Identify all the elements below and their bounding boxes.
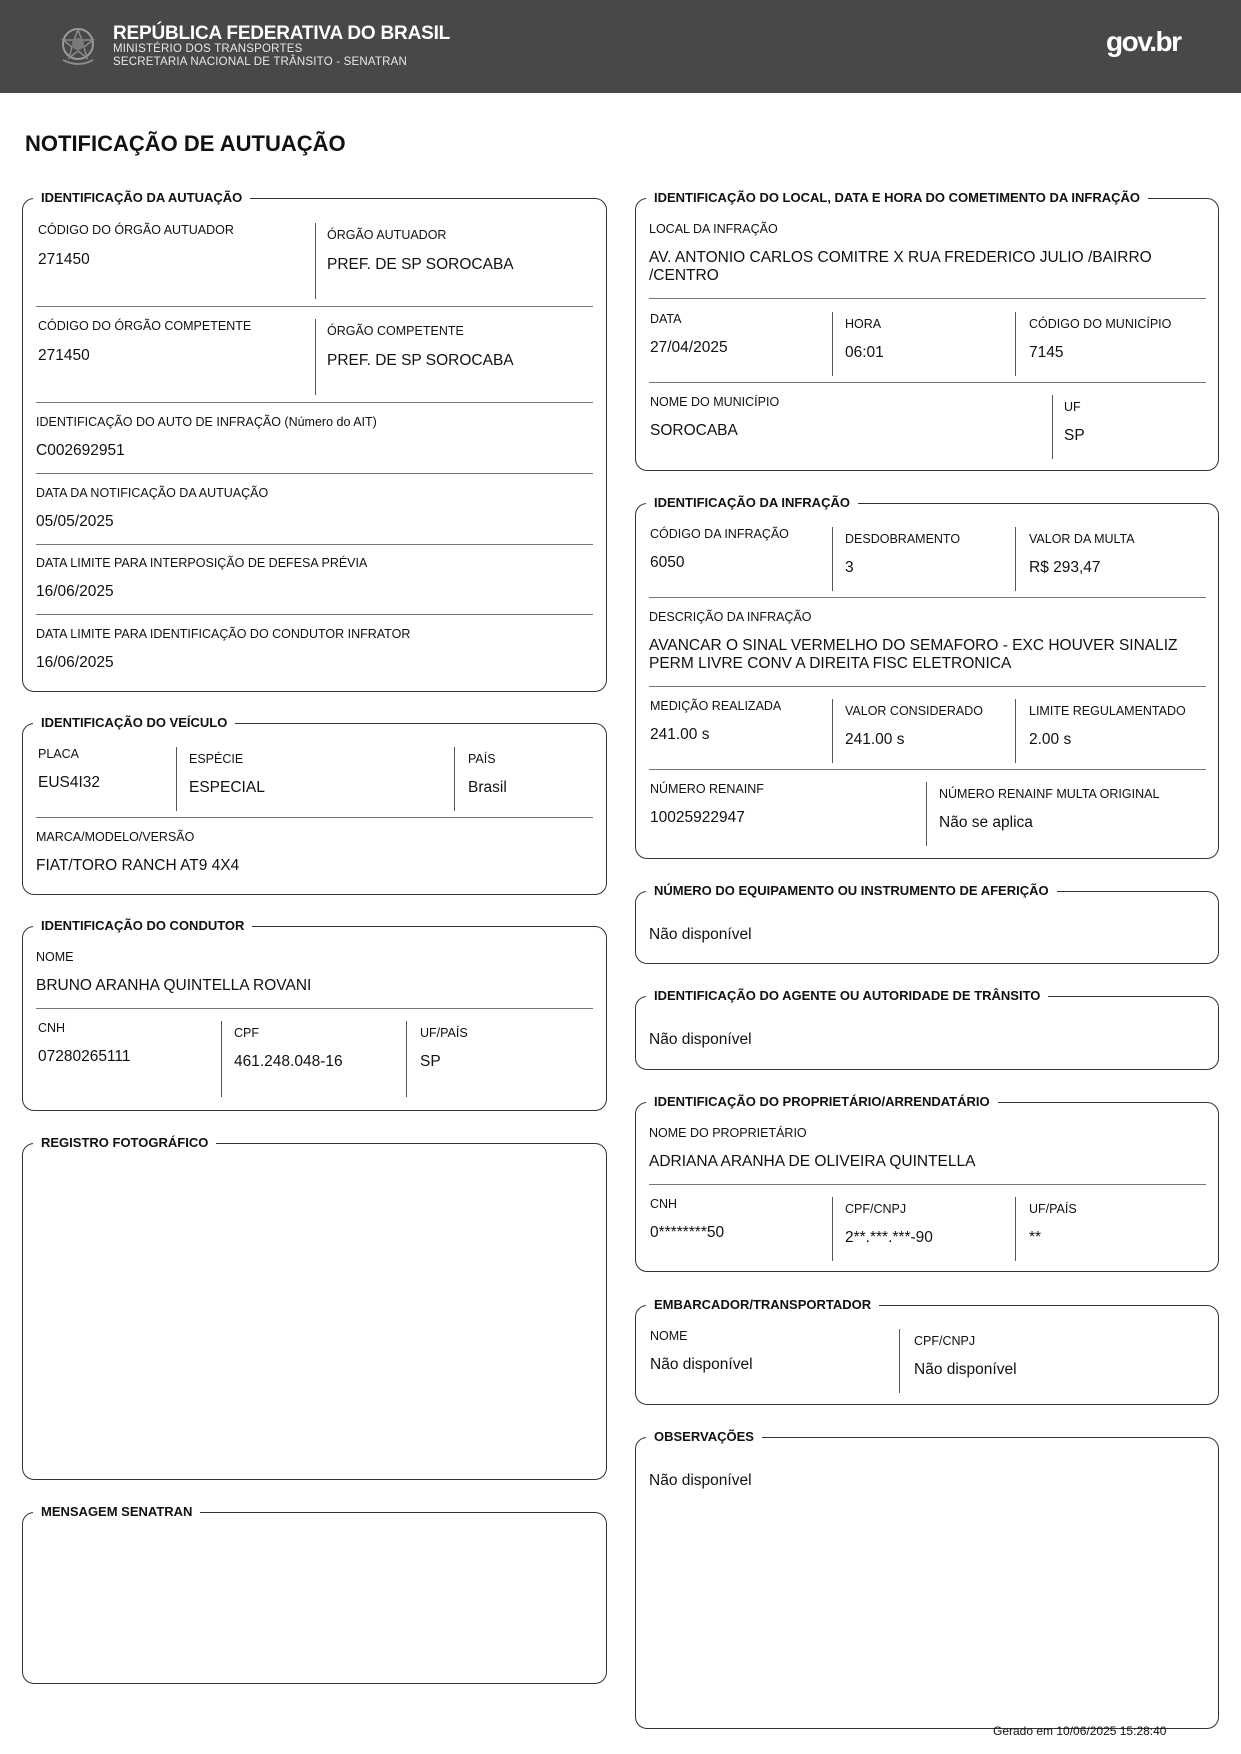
- condutor-cpf-value: 461.248.048-16: [234, 1053, 343, 1070]
- proprietario-nome-label: NOME DO PROPRIETÁRIO: [649, 1126, 807, 1140]
- veiculo-section: [22, 715, 607, 895]
- placa-label: PLACA: [38, 747, 79, 761]
- observacoes-value: Não disponível: [649, 1472, 752, 1489]
- local-section: [635, 190, 1219, 471]
- codigo-orgao-autuador-value: 271450: [38, 251, 90, 268]
- divider: [832, 1197, 833, 1261]
- divider: [36, 473, 593, 474]
- infracao-section: [635, 495, 1219, 859]
- proprietario-cnh-value: 0********50: [650, 1224, 725, 1241]
- especie-label: ESPÉCIE: [189, 752, 244, 766]
- limite-regulamentado-value: 2.00 s: [1029, 731, 1072, 748]
- orgao-autuador-label: ÓRGÃO AUTUADOR: [327, 228, 447, 242]
- mensagem-senatran-section: [22, 1504, 607, 1684]
- divider: [649, 382, 1206, 383]
- coat-of-arms-icon: [57, 24, 99, 68]
- data-notificacao-value: 05/05/2025: [36, 513, 114, 530]
- divider: [1052, 395, 1053, 459]
- divider: [36, 402, 593, 403]
- registro-fotografico-section: [22, 1135, 607, 1480]
- orgao-competente-value: PREF. DE SP SOROCABA: [327, 352, 514, 369]
- marca-label: MARCA/MODELO/VERSÃO: [36, 830, 195, 844]
- limite-condutor-label: DATA LIMITE PARA IDENTIFICAÇÃO DO CONDUTOR INFRATOR: [36, 627, 411, 641]
- hora-value: 06:01: [845, 344, 884, 361]
- data-value: 27/04/2025: [650, 339, 728, 356]
- top-header-bar: [0, 0, 1241, 93]
- divider: [315, 319, 316, 395]
- divider: [1015, 1197, 1016, 1261]
- local-legend: IDENTIFICAÇÃO DO LOCAL, DATA E HORA DO COMETIMENTO DA INFRAÇÃO: [646, 189, 1148, 207]
- codigo-infracao-label: CÓDIGO DA INFRAÇÃO: [650, 527, 789, 541]
- divider: [315, 223, 316, 299]
- agente-value: Não disponível: [649, 1031, 752, 1048]
- uf-local-value: SP: [1064, 427, 1085, 444]
- agente-legend: IDENTIFICAÇÃO DO AGENTE OU AUTORIDADE DE TRÂNSITO: [646, 987, 1048, 1005]
- valor-considerado-value: 241.00 s: [845, 731, 905, 748]
- placa-value: EUS4I32: [38, 774, 101, 791]
- condutor-nome-label: NOME: [36, 950, 74, 964]
- uf-local-label: UF: [1064, 400, 1081, 414]
- proprietario-uf-value: **: [1029, 1229, 1042, 1246]
- limite-defesa-value: 16/06/2025: [36, 583, 114, 600]
- pais-value: Brasil: [468, 779, 507, 796]
- observacoes-section: [635, 1429, 1219, 1729]
- divider: [1015, 699, 1016, 763]
- condutor-uf-value: SP: [420, 1053, 441, 1070]
- condutor-cnh-value: 07280265111: [38, 1048, 131, 1065]
- divider: [832, 527, 833, 591]
- proprietario-section: [635, 1094, 1219, 1272]
- divider: [406, 1021, 407, 1097]
- codigo-municipio-value: 7145: [1029, 344, 1064, 361]
- autuacao-legend: IDENTIFICAÇÃO DA AUTUAÇÃO: [33, 189, 250, 207]
- local-infracao-value: AV. ANTONIO CARLOS COMITRE X RUA FREDERICO JULIO /BAIRRO /CENTRO: [649, 249, 1152, 284]
- header-republic-title: REPÚBLICA FEDERATIVA DO BRASIL: [113, 23, 451, 44]
- data-label: DATA: [650, 312, 682, 326]
- equipamento-legend: NÚMERO DO EQUIPAMENTO OU INSTRUMENTO DE AFERIÇÃO: [646, 882, 1057, 900]
- autuacao-section: [22, 190, 607, 692]
- divider: [649, 1184, 1206, 1185]
- veiculo-legend: IDENTIFICAÇÃO DO VEÍCULO: [33, 714, 235, 732]
- govbr-logo[interactable]: gov.br: [1106, 26, 1181, 57]
- agente-section: [635, 988, 1219, 1070]
- registro-fotografico-legend: REGISTRO FOTOGRÁFICO: [33, 1134, 216, 1152]
- divider: [832, 699, 833, 763]
- descricao-infracao-label: DESCRIÇÃO DA INFRAÇÃO: [649, 610, 812, 624]
- header-ministry: MINISTÉRIO DOS TRANSPORTES: [113, 43, 303, 55]
- codigo-municipio-label: CÓDIGO DO MUNICÍPIO: [1029, 317, 1172, 331]
- divider: [649, 597, 1206, 598]
- local-infracao-label: LOCAL DA INFRAÇÃO: [649, 222, 778, 236]
- divider: [36, 544, 593, 545]
- divider: [649, 686, 1206, 687]
- descricao-infracao-value: AVANCAR O SINAL VERMELHO DO SEMAFORO - EXC HOUVER SINALIZ PERM LIVRE CONV A DIREITA FISC ELETRONICA: [649, 637, 1178, 672]
- renainf-original-label: NÚMERO RENAINF MULTA ORIGINAL: [939, 787, 1160, 801]
- divider: [649, 769, 1206, 770]
- condutor-section: [22, 918, 607, 1111]
- limite-defesa-label: DATA LIMITE PARA INTERPOSIÇÃO DE DEFESA PRÉVIA: [36, 556, 368, 570]
- infracao-legend: IDENTIFICAÇÃO DA INFRAÇÃO: [646, 494, 858, 512]
- embarcador-cpf-value: Não disponível: [914, 1361, 1017, 1378]
- observacoes-legend: OBSERVAÇÕES: [646, 1428, 762, 1446]
- orgao-autuador-value: PREF. DE SP SOROCABA: [327, 256, 514, 273]
- divider: [926, 782, 927, 846]
- valor-multa-value: R$ 293,47: [1029, 559, 1101, 576]
- embarcador-section: [635, 1297, 1219, 1405]
- equipamento-value: Não disponível: [649, 926, 752, 943]
- divider: [36, 817, 593, 818]
- divider: [454, 747, 455, 811]
- embarcador-cpf-label: CPF/CNPJ: [914, 1334, 976, 1348]
- proprietario-nome-value: ADRIANA ARANHA DE OLIVEIRA QUINTELLA: [649, 1153, 976, 1170]
- divider: [832, 312, 833, 376]
- condutor-uf-label: UF/PAÍS: [420, 1026, 468, 1040]
- renainf-label: NÚMERO RENAINF: [650, 782, 764, 796]
- pais-label: PAÍS: [468, 752, 496, 766]
- codigo-orgao-autuador-label: CÓDIGO DO ÓRGÃO AUTUADOR: [38, 223, 234, 237]
- especie-value: ESPECIAL: [189, 779, 265, 796]
- renainf-value: 10025922947: [650, 809, 745, 826]
- proprietario-uf-label: UF/PAÍS: [1029, 1202, 1077, 1216]
- document-title: NOTIFICAÇÃO DE AUTUAÇÃO: [25, 131, 346, 156]
- proprietario-legend: IDENTIFICAÇÃO DO PROPRIETÁRIO/ARRENDATÁRIO: [646, 1093, 998, 1111]
- embarcador-nome-value: Não disponível: [650, 1356, 753, 1373]
- divider: [899, 1329, 900, 1393]
- limite-condutor-value: 16/06/2025: [36, 654, 114, 671]
- divider: [36, 1008, 593, 1009]
- valor-multa-label: VALOR DA MULTA: [1029, 532, 1135, 546]
- condutor-cpf-label: CPF: [234, 1026, 259, 1040]
- renainf-original-value: Não se aplica: [939, 814, 1033, 831]
- codigo-orgao-competente-label: CÓDIGO DO ÓRGÃO COMPETENTE: [38, 319, 252, 333]
- marca-value: FIAT/TORO RANCH AT9 4X4: [36, 857, 240, 874]
- divider: [1015, 527, 1016, 591]
- valor-considerado-label: VALOR CONSIDERADO: [845, 704, 983, 718]
- data-notificacao-label: DATA DA NOTIFICAÇÃO DA AUTUAÇÃO: [36, 486, 269, 500]
- condutor-nome-value: BRUNO ARANHA QUINTELLA ROVANI: [36, 977, 312, 994]
- header-secretariat: SECRETARIA NACIONAL DE TRÂNSITO - SENATRAN: [113, 56, 408, 68]
- desdobramento-label: DESDOBRAMENTO: [845, 532, 961, 546]
- divider: [221, 1021, 222, 1097]
- ait-value: C002692951: [36, 442, 125, 459]
- equipamento-section: [635, 883, 1219, 964]
- proprietario-cpf-value: 2**.***.***-90: [845, 1229, 933, 1246]
- orgao-competente-label: ÓRGÃO COMPETENTE: [327, 324, 464, 338]
- divider: [1015, 312, 1016, 376]
- medicao-value: 241.00 s: [650, 726, 710, 743]
- ait-label: IDENTIFICAÇÃO DO AUTO DE INFRAÇÃO (Número do AIT): [36, 415, 377, 429]
- embarcador-legend: EMBARCADOR/TRANSPORTADOR: [646, 1296, 879, 1314]
- desdobramento-value: 3: [845, 559, 854, 576]
- medicao-label: MEDIÇÃO REALIZADA: [650, 699, 782, 713]
- divider: [649, 298, 1206, 299]
- codigo-orgao-competente-value: 271450: [38, 347, 90, 364]
- nome-municipio-label: NOME DO MUNICÍPIO: [650, 395, 780, 409]
- divider: [36, 306, 593, 307]
- condutor-cnh-label: CNH: [38, 1021, 66, 1035]
- proprietario-cpf-label: CPF/CNPJ: [845, 1202, 907, 1216]
- proprietario-cnh-label: CNH: [650, 1197, 678, 1211]
- codigo-infracao-value: 6050: [650, 554, 685, 571]
- hora-label: HORA: [845, 317, 882, 331]
- divider: [36, 614, 593, 615]
- mensagem-senatran-legend: MENSAGEM SENATRAN: [33, 1503, 200, 1521]
- divider: [176, 747, 177, 811]
- condutor-legend: IDENTIFICAÇÃO DO CONDUTOR: [33, 917, 252, 935]
- limite-regulamentado-label: LIMITE REGULAMENTADO: [1029, 704, 1186, 718]
- embarcador-nome-label: NOME: [650, 1329, 688, 1343]
- nome-municipio-value: SOROCABA: [650, 422, 738, 439]
- generated-timestamp: Gerado em 10/06/2025 15:28:40: [993, 1724, 1167, 1738]
